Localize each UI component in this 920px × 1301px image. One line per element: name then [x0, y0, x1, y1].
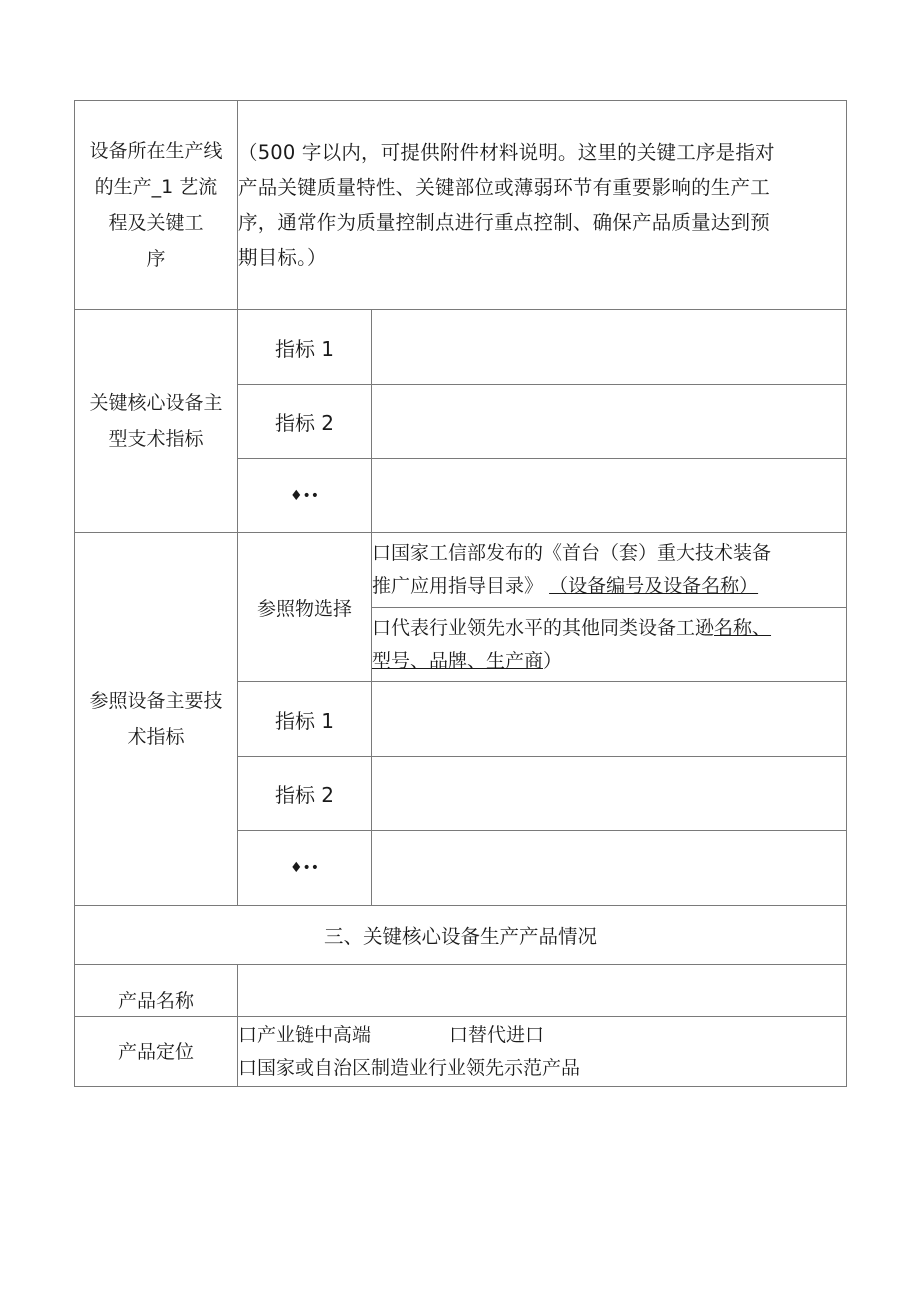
core-indicator-2-value[interactable]	[372, 385, 847, 459]
core-indicator-1-value[interactable]	[372, 310, 847, 385]
reference-indicator-more-label: ♦••	[238, 831, 372, 906]
reference-option-1-underlined: （设备编号及设备名称）	[549, 575, 759, 597]
reference-device-label-cell	[75, 533, 238, 906]
reference-option-2-text: ）	[543, 649, 563, 672]
reference-indicator-2-value[interactable]	[372, 757, 847, 831]
section-three-row	[75, 906, 847, 965]
process-label-line: 序	[146, 248, 166, 270]
process-description-cell[interactable]	[238, 101, 847, 310]
reference-option-2-line2	[372, 645, 846, 678]
process-text-line: 产品关键质量特性、关键部位或薄弱环节有重要影响的生产工	[238, 176, 770, 199]
section-three-title: 三、关键核心设备生产产品情况	[75, 906, 847, 965]
reference-option-2-line1	[372, 612, 846, 645]
core-indicator-more-label: ♦••	[238, 459, 372, 533]
reference-option-1[interactable]	[372, 533, 847, 608]
reference-indicator-1-label: 指标 1	[238, 682, 372, 757]
reference-device-label-line: 参照设备主要技	[89, 690, 223, 712]
core-indicator-1-label: 指标 1	[238, 310, 372, 385]
option-import-checkbox[interactable]: 口替代进口	[449, 1023, 545, 1046]
core-indicator-2-label: 指标 2	[238, 385, 372, 459]
reference-indicator-1-value[interactable]	[372, 682, 847, 757]
product-name-label: 产品名称	[75, 965, 238, 1017]
reference-option-1-text: 推广应用指导目录》	[372, 575, 544, 597]
process-label-line: 的生产_1 艺流	[94, 176, 218, 198]
process-label-cell	[75, 101, 238, 310]
reference-selection-label: 参照物选择	[238, 533, 372, 682]
reference-indicator-2-label: 指标 2	[238, 757, 372, 831]
core-device-label-line: 关键核心设备主	[89, 392, 223, 414]
core-indicator-more-value[interactable]	[372, 459, 847, 533]
reference-option-2-underlined: 名称、	[714, 616, 772, 639]
reference-option-2[interactable]	[372, 608, 847, 682]
product-position-row	[75, 1017, 847, 1087]
reference-option-2-underlined: 型号、品牌、生产商	[372, 649, 544, 672]
reference-option-1-line2	[372, 570, 846, 603]
process-text-line: 期目标。）	[238, 246, 327, 269]
product-name-row	[75, 965, 847, 1017]
process-row	[75, 101, 847, 310]
product-position-line1	[238, 1019, 846, 1052]
reference-option-row	[75, 533, 847, 608]
process-text-line: （500 字以内，可提供附件材料说明。这里的关键工序是指对	[238, 141, 775, 164]
product-position-label: 产品定位	[75, 1017, 238, 1087]
reference-device-label-line: 术指标	[127, 726, 185, 748]
core-indicator-row	[75, 310, 847, 385]
option-demo-checkbox[interactable]: 口国家或自治区制造业行业领先示范产品	[238, 1056, 581, 1079]
product-name-value[interactable]	[238, 965, 847, 1017]
option-high-end-checkbox[interactable]: 口产业链中高端	[238, 1023, 372, 1046]
product-position-options	[238, 1017, 847, 1087]
core-device-label-cell	[75, 310, 238, 533]
reference-option-2-text: 口代表行业领先水平的其他同类设备工逊	[372, 616, 715, 639]
core-device-label-line: 型支术指标	[108, 428, 204, 450]
application-form-table	[74, 100, 847, 1087]
reference-indicator-more-value[interactable]	[372, 831, 847, 906]
process-text-line: 序，通常作为质量控制点进行重点控制、确保产品质量达到预	[238, 211, 770, 234]
process-label-line: 程及关键工	[108, 212, 204, 234]
process-label-line: 设备所在生产线	[89, 140, 223, 162]
reference-option-1-line1: 口国家工信部发布的《首台（套）重大技术装备	[372, 542, 772, 564]
